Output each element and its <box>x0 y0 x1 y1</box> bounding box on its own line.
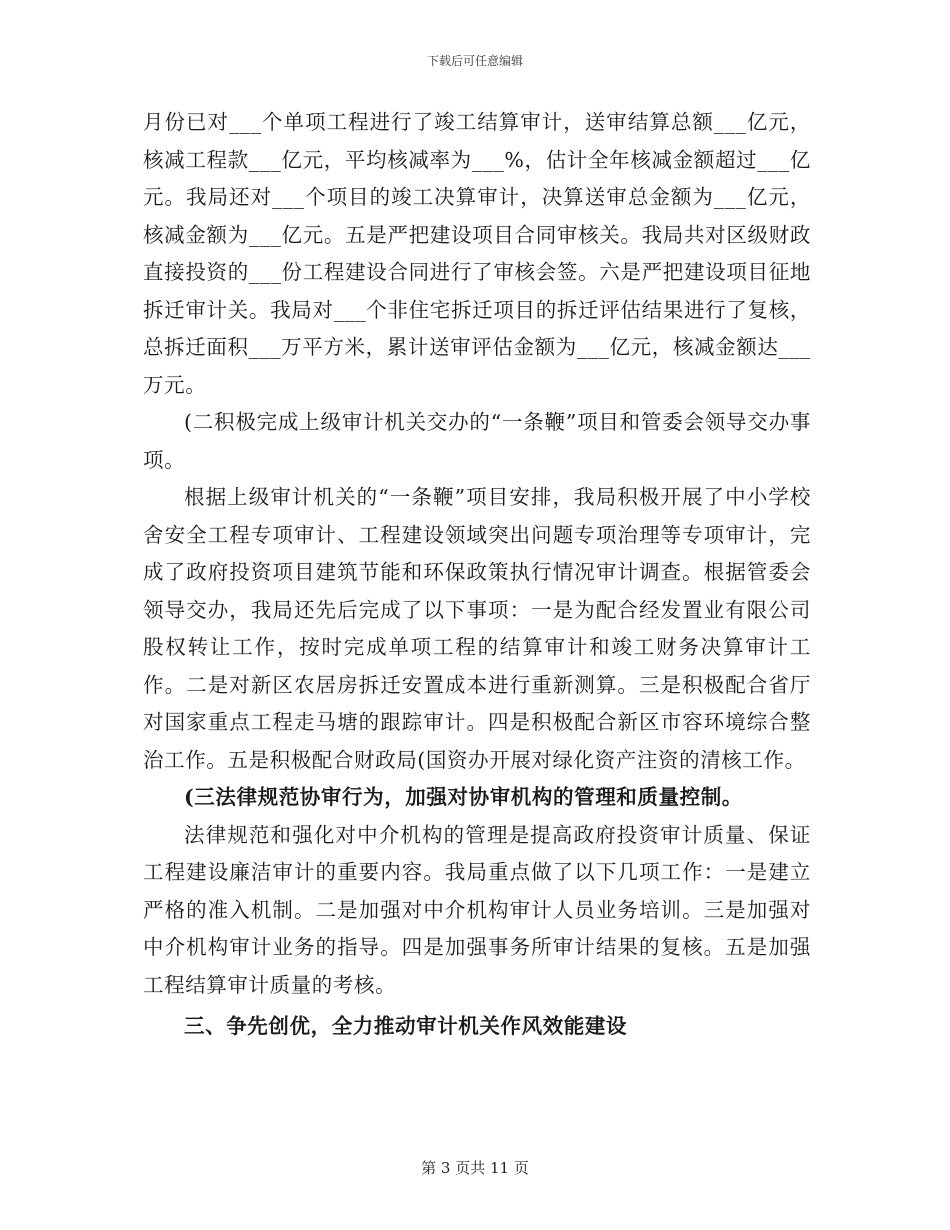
section-heading-three: 三、争先创优，全力推动审计机关作风效能建设 <box>184 1014 628 1038</box>
paragraph-subheading-two: (二积极完成上级审计机关交办的“一条鞭”项目和管委会领导交办事项。 <box>143 410 811 472</box>
paragraph-agency-management: 法律规范和强化对中介机构的管理是提高政府投资审计质量、保证工程建设廉洁审计的重要内容。我局重点做了以下几项工作：一是建立严格的准入机制。二是加强对中介机构审计人员业务培训。三是加强对中介机构审计业务的指导。四是加强事务所审计结果的复核。五是加强工程结算审计质量的考核。 <box>143 822 811 997</box>
paragraph-subheading-three: (三法律规范协审行为，加强对协审机构的管理和质量控制。 <box>184 785 743 809</box>
paragraph-special-audits: 根据上级审计机关的“一条鞭”项目安排，我局积极开展了中小学校舍安全工程专项审计、工程建设领域突出问题专项治理等专项审计，完成了政府投资项目建筑节能和环保政策执行情况审计调查。根据管委会领导交办，我局还先后完成了以下事项：一是为配合经发置业有限公司股权转让工作，按时完成单项工程的结算审计和竣工财务决算审计工作。二是对新区农居房拆迁安置成本进行重新测算。三是积极配合省厅对国家重点工程走马塘的跟踪审计。四是积极配合新区市容环境综合整治工作。五是积极配合财政局(国资办开展对绿化资产注资的清核工作。 <box>143 485 811 772</box>
paragraph-audit-continuation: 月份已对___个单项工程进行了竣工结算审计，送审结算总额___亿元，核减工程款___亿元，平均核减率为___%，估计全年核减金额超过___亿元。我局还对___个项目的竣工决算审计，决算送审总金额为___亿元，核减金额为___亿元。五是严把建设项目合同审核关。我局共对区级财政直接投资的___份工程建设合同进行了审核会签。六是严把建设项目征地拆迁审计关。我局对___个非住宅拆迁项目的拆迁评估结果进行了复核，总拆迁面积___万平方米，累计送审评估金额为___亿元，核减金额达___万元。 <box>143 110 811 397</box>
page-footer: 第 3 页共 11 页 <box>421 1159 529 1177</box>
page-header: 下载后可任意编辑 <box>426 54 523 68</box>
document-body <box>143 104 811 1046</box>
